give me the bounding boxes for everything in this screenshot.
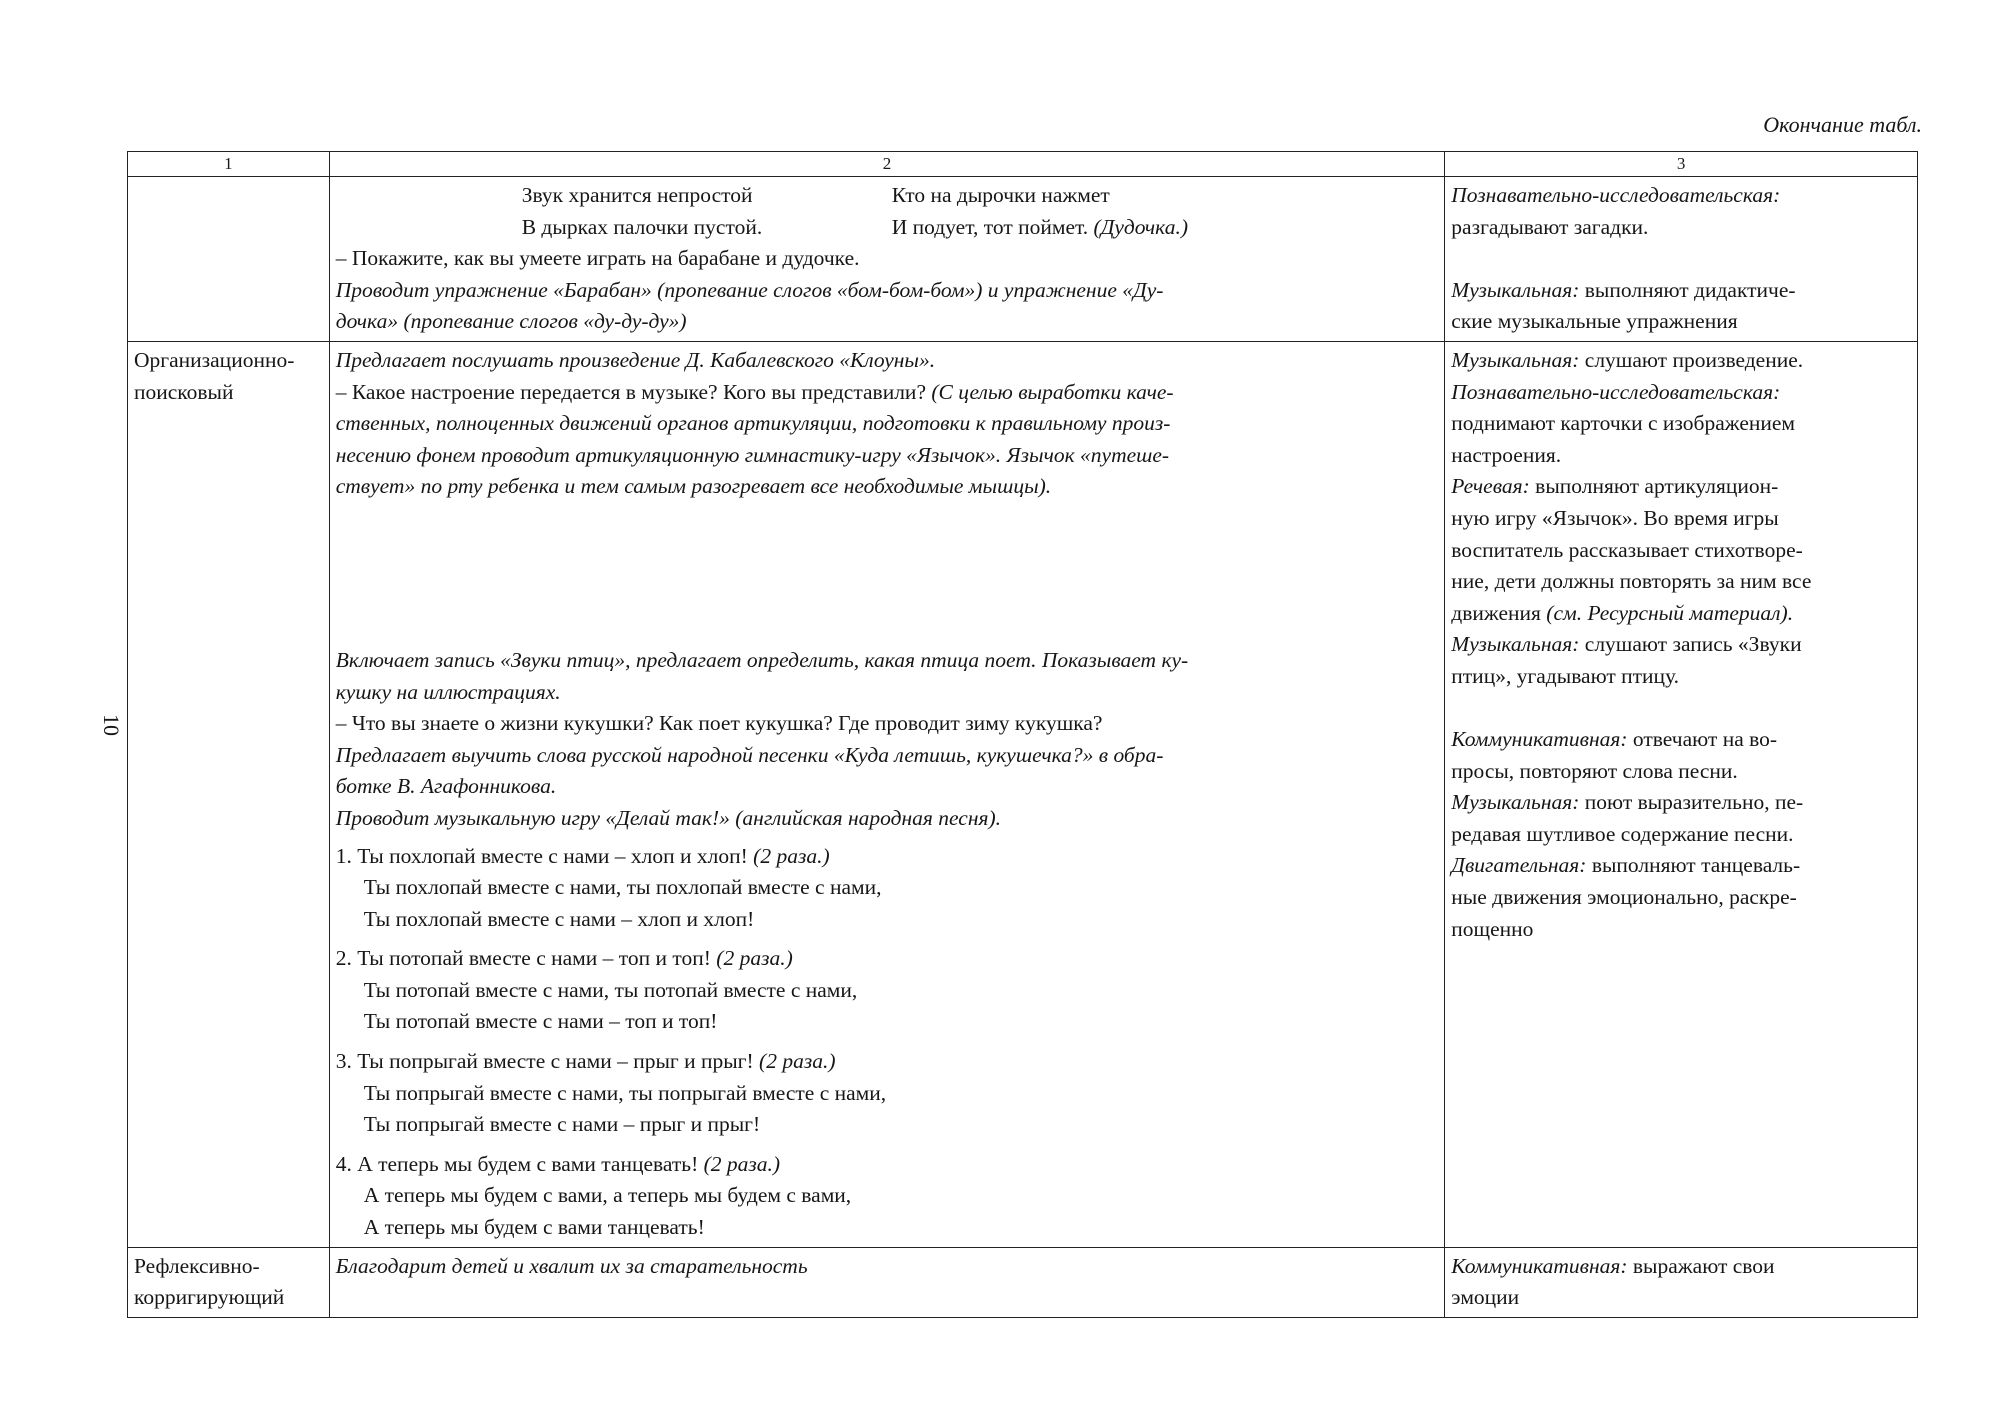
activity-type-label: Музыкальная: xyxy=(1451,347,1580,372)
teacher-activity: дочка» (пропевание слогов «ду-ду-ду») xyxy=(335,309,687,334)
table-row-organizational xyxy=(128,341,1918,1247)
song-line: Ты попрыгай вместе с нами, ты попрыгай вместе с нами, xyxy=(363,1080,887,1105)
activity-type-label: Познавательно-исследовательская: xyxy=(1451,183,1781,207)
stage-name: поисковый xyxy=(134,379,234,404)
teacher-question: – Покажите, как вы умеете играть на барабане и дудочке. xyxy=(335,246,860,271)
song-repeat: (2 раза.) xyxy=(716,946,793,971)
song-verse xyxy=(336,943,1439,1038)
stage-name: корригирующий xyxy=(134,1285,285,1310)
teacher-question: – Какое настроение передается в музыке? Кого вы представили? xyxy=(335,379,926,404)
activity-type-label: Музыкальная: xyxy=(1451,277,1580,302)
stage-cell-reflexive xyxy=(128,1247,330,1317)
children-cell-reflexive xyxy=(1445,1247,1918,1317)
activity-type-label: Речевая: xyxy=(1451,474,1530,499)
teacher-activity: ственных, полноценных движений органов артикуляции, подготовки к правильному произ- xyxy=(335,411,1171,436)
song-line: Ты попрыгай вместе с нами – прыг и прыг! xyxy=(363,1112,761,1137)
song-repeat: (2 раза.) xyxy=(759,1049,836,1074)
teacher-activity: Включает запись «Звуки птиц», предлагает определить, какая птица поет. Показывает ку- xyxy=(335,647,1189,672)
teacher-activity: несению фонем проводит артикуляционную гимнастику-игру «Язычок». Язычок «путеше- xyxy=(335,442,1170,467)
song-line: 2. Ты потопай вместе с нами – топ и топ! xyxy=(335,946,711,971)
teacher-cell-reflexive xyxy=(329,1247,1445,1317)
activity-type-label: Двигательная: xyxy=(1451,853,1587,878)
activity-text: слушают произведение. xyxy=(1584,347,1804,372)
riddle-line: Звук хранится непростой xyxy=(521,183,753,207)
riddle-right xyxy=(892,180,1188,243)
song-line: Ты похлопай вместе с нами, ты похлопай вместе с нами, xyxy=(363,875,882,900)
activity-text: ские музыкальные упражнения xyxy=(1451,309,1738,334)
song-line: А теперь мы будем с вами танцевать! xyxy=(363,1215,705,1240)
teacher-activity: (С целью выработки каче- xyxy=(931,379,1174,404)
table-row-riddle xyxy=(128,177,1918,342)
song-line: 1. Ты похлопай вместе с нами – хлоп и хлоп! xyxy=(335,843,748,868)
activity-text: ную игру «Язычок». Во время игры xyxy=(1451,505,1779,530)
activity-text: выражают свои xyxy=(1632,1253,1775,1278)
stage-cell-organizational xyxy=(128,341,330,1247)
teacher-cell-riddle xyxy=(329,177,1445,342)
children-cell-riddle xyxy=(1445,177,1918,342)
resource-reference: (см. Ресурсный материал). xyxy=(1546,600,1794,625)
continuation-note: Окончание табл. xyxy=(1763,112,1922,137)
activity-text: ние, дети должны повторять за ним все xyxy=(1451,569,1812,594)
song-line: Ты похлопай вместе с нами – хлоп и хлоп! xyxy=(363,906,755,931)
teacher-activity: Предлагает выучить слова русской народной песенки «Куда летишь, кукушечка?» в обра- xyxy=(335,742,1164,767)
song-line: 4. А теперь мы будем с вами танцевать! xyxy=(335,1151,699,1176)
stage-name: Организационно- xyxy=(134,347,295,372)
activity-text: эмоции xyxy=(1451,1285,1520,1310)
column-number-row xyxy=(128,152,1918,177)
activity-type-label: Познавательно-исследовательская: xyxy=(1451,379,1781,404)
activity-text: выполняют дидактиче- xyxy=(1584,277,1796,302)
teacher-activity: Проводит музыкальную игру «Делай так!» (английская народная песня). xyxy=(335,805,1002,830)
teacher-activity: Благодарит детей и хвалит их за старательность xyxy=(335,1253,808,1278)
activity-text: просы, повторяют слова песни. xyxy=(1451,758,1738,783)
teacher-activity: кушку на иллюстрациях. xyxy=(335,679,561,704)
children-cell-organizational xyxy=(1445,341,1918,1247)
song-line: Ты потопай вместе с нами – топ и топ! xyxy=(363,1009,718,1034)
activity-text: движения xyxy=(1451,600,1541,625)
activity-text: отвечают на во- xyxy=(1632,727,1778,752)
activity-text: настроения. xyxy=(1451,442,1562,467)
riddle xyxy=(522,180,1439,243)
stage-cell-empty xyxy=(128,177,330,342)
teacher-activity: ствует» по рту ребенка и тем самым разогревает все необходимые мышцы). xyxy=(335,474,1052,499)
activity-text: пощенно xyxy=(1451,916,1534,941)
song-line: Ты потопай вместе с нами, ты потопай вместе с нами, xyxy=(363,977,858,1002)
activity-type-label: Музыкальная: xyxy=(1451,790,1580,815)
activity-type-label: Музыкальная: xyxy=(1451,632,1580,657)
riddle-line: Кто на дырочки нажмет xyxy=(891,183,1110,207)
song-repeat: (2 раза.) xyxy=(703,1151,781,1176)
activity-text: воспитатель рассказывает стихотворе- xyxy=(1451,537,1803,562)
teacher-activity: Проводит упражнение «Барабан» (пропевание слогов «бом-бом-бом») и упражнение «Ду- xyxy=(335,277,1164,302)
riddle-line: В дырках палочки пустой. xyxy=(521,214,763,239)
column-number-2: 2 xyxy=(329,152,1445,177)
lesson-table xyxy=(127,151,1918,1318)
activity-text: выполняют артикуляцион- xyxy=(1535,474,1779,499)
activity-text: выполняют танцеваль- xyxy=(1591,853,1801,878)
activity-text: редавая шутливое содержание песни. xyxy=(1451,821,1794,846)
riddle-line xyxy=(892,212,1188,244)
song-verse xyxy=(336,841,1439,936)
table-row-reflexive xyxy=(128,1247,1918,1317)
teacher-cell-organizational xyxy=(329,341,1445,1247)
teacher-activity: Предлагает послушать произведение Д. Кабалевского «Клоуны». xyxy=(335,347,936,372)
riddle-left xyxy=(522,180,892,243)
song-repeat: (2 раза.) xyxy=(753,843,830,868)
riddle-answer: (Дудочка.) xyxy=(1093,214,1188,239)
song-line: А теперь мы будем с вами, а теперь мы будем с вами, xyxy=(363,1183,852,1208)
column-number-1: 1 xyxy=(128,152,330,177)
activity-type-label: Коммуникативная: xyxy=(1451,1253,1628,1278)
stage-name: Рефлексивно- xyxy=(134,1253,260,1278)
activity-type-label: Коммуникативная: xyxy=(1451,727,1628,752)
column-number-3: 3 xyxy=(1445,152,1918,177)
riddle-text: И подует, тот поймет. xyxy=(891,214,1089,239)
song-line: 3. Ты попрыгай вместе с нами – прыг и прыг! xyxy=(335,1049,754,1074)
song-verse xyxy=(336,1046,1439,1141)
activity-text: поют выразительно, пе- xyxy=(1584,790,1804,815)
activity-text: ные движения эмоционально, раскре- xyxy=(1451,885,1797,910)
activity-text: разгадывают загадки. xyxy=(1451,214,1649,239)
activity-text: поднимают карточки с изображением xyxy=(1451,411,1796,436)
teacher-activity: ботке В. Агафонникова. xyxy=(335,774,557,799)
teacher-question: – Что вы знаете о жизни кукушки? Как поет кукушка? Где проводит зиму кукушка? xyxy=(335,711,1103,736)
song-verse xyxy=(336,1149,1439,1244)
activity-text: птиц», угадывают птицу. xyxy=(1451,663,1680,688)
activity-text: слушают запись «Звуки xyxy=(1584,632,1802,657)
page-number: 10 xyxy=(99,714,124,736)
